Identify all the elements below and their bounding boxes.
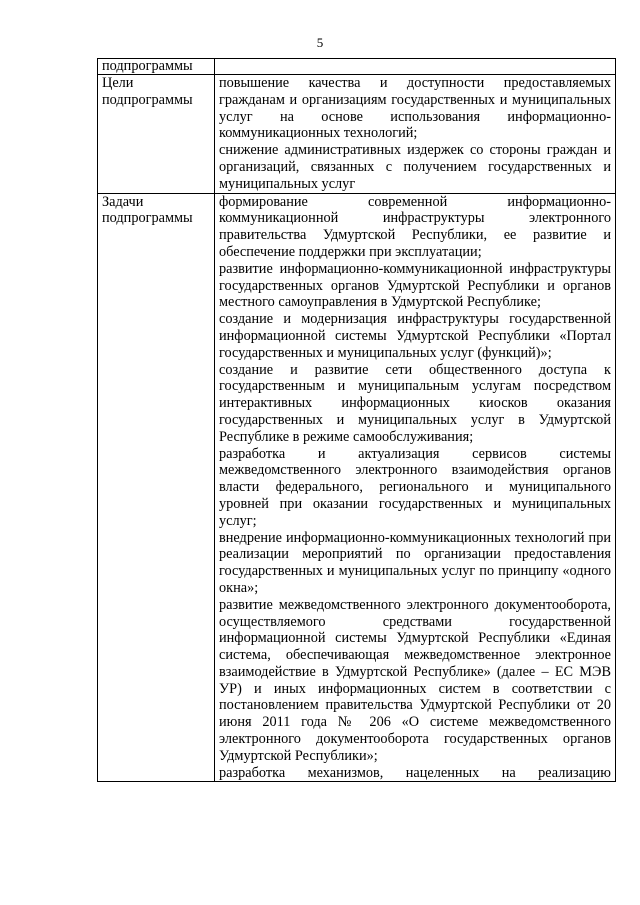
table-row	[98, 59, 616, 75]
task-item: развитие информационно-коммуникационной инфраструктуры государственных органов Удмуртской Республики и органов местного самоуправления в Удмуртской Республике;	[219, 260, 611, 311]
task-item: разработка механизмов, нацеленных на реализацию	[219, 764, 611, 781]
page-number: 5	[316, 35, 324, 50]
tasks-content	[215, 193, 616, 782]
goals-label: Цели подпрограммы	[98, 75, 215, 194]
task-item: развитие межведомственного электронного документооборота, осуществляемого средствами государственной информационной системы Удмуртской Республики «Единая система, обеспечивающая межведомственное электронное взаимодействие в Удмуртской Республике» (далее – ЕС МЭВ УР) и иных информационных систем в соответствии с постановлением правительства Удмуртской Республики от 20 июня 2011 года № 206 «О системе межведомственного электронного документооборота государственных органов Удмуртской Республики»;	[219, 596, 611, 764]
task-item: создание и развитие сети общественного доступа к государственным и муниципальным услугам посредством интерактивных информационных киосков оказания государственных и муниципальных услуг в Удмуртской Республике в режиме самообслуживания;	[219, 361, 611, 445]
row-content-empty	[215, 59, 616, 75]
table-row-tasks	[98, 193, 616, 782]
task-item: разработка и актуализация сервисов системы межведомственного электронного взаимодействия органов власти федерального, регионального и муниципального уровней при оказании государственных и муниципальных услуг;	[219, 445, 611, 529]
goal-item: снижение административных издержек со стороны граждан и организаций, связанных с получением государственных и муниципальных услуг	[219, 142, 611, 192]
goals-content	[215, 75, 616, 194]
task-item: формирование современной информационно-коммуникационной инфраструктуры электронного правительства Удмуртской Республики, ее развитие и обеспечение поддержки при эксплуатации;	[219, 193, 611, 260]
goal-item: повышение качества и доступности предоставляемых гражданам и организациям государственных и муниципальных услуг на основе использования информационно-коммуникационных технологий;	[219, 75, 611, 142]
tasks-label: Задачи подпрограммы	[98, 193, 215, 782]
row-label: подпрограммы	[98, 59, 215, 75]
task-item: внедрение информационно-коммуникационных технологий при реализации мероприятий по организации предоставления государственных и муниципальных услуг по принципу «одного окна»;	[219, 529, 611, 596]
table-row-goals	[98, 75, 616, 194]
subprogram-passport-table	[97, 58, 616, 782]
task-item: создание и модернизация инфраструктуры государственной информационной системы Удмуртской Республики «Портал государственных и муниципальных услуг (функций)»;	[219, 311, 611, 361]
